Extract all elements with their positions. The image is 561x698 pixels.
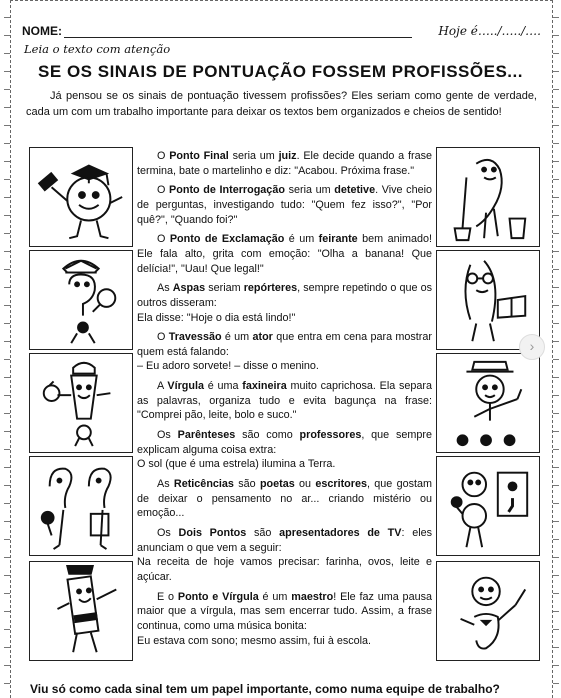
paragraph-aspas: As Aspas seriam repórteres, sempre repetindo o que os outros disseram: Ela disse: "Hoje o dia está lindo!" <box>137 282 432 324</box>
frame-top-border <box>10 0 553 1</box>
detective-question-mark-icon <box>29 250 133 350</box>
right-ruler-ticks <box>553 0 559 698</box>
header <box>22 16 541 38</box>
name-line <box>64 23 412 38</box>
next-page-button[interactable]: › <box>519 334 545 360</box>
judge-period-icon <box>29 147 133 247</box>
example-travessao: – Eu adoro sorvete! – disse o menino. <box>137 360 319 373</box>
example-ponto-e-virgula: Eu estava com sono; mesmo assim, fui à escola. <box>137 634 372 647</box>
paragraph-parenteses: Os Parênteses são como professores, que sempre explicam alguma coisa extra: O sol (que é uma estrela) ilumina a Terra. <box>137 429 433 471</box>
paragraph-exclamacao: O Ponto de Exclamação é um feirante bem animado! Ele fala alto, grita com emoção: "Olha a banana! Que delícia!", "Uau! Que legal!" <box>137 233 432 275</box>
presenter-colon-icon <box>436 456 540 556</box>
example-dois-pontos: Na receita de hoje vamos precisar: farinha, ovos, leite e açúcar. <box>137 556 432 583</box>
vendor-exclamation-icon <box>29 353 133 453</box>
example-parenteses: O sol (que é uma estrela) ilumina a Terra. <box>137 458 336 471</box>
reporter-quotes-icon <box>29 456 133 556</box>
intro-paragraph: Já pensou se os sinais de pontuação tivessem profissões? Eles seriam como gente de verdade, cada um com um trabalho importante para deixar os textos bem organizados e cheios de sentido! <box>26 90 537 118</box>
name-label: NOME: <box>22 24 62 38</box>
paragraph-interrogacao: O Ponto de Interrogação seria um detetive. Vive cheio de perguntas, investigando tudo: "Quem fez isso?", "Por quê?", "Quando foi?" <box>137 184 432 226</box>
text-content <box>137 149 432 653</box>
paragraph-ponto-e-virgula: E o Ponto e Vírgula é um maestro! Ele faz uma pausa maior que a vírgula, mas sem encerrar tudo. Assim, a frase continua, como uma música bonita: Eu estava com sono; mesmo assim, fui à escola. <box>137 590 432 647</box>
date-label: Hoje é…../…../…. <box>438 24 541 38</box>
poet-ellipsis-icon <box>436 353 540 453</box>
example-aspas: Ela disse: "Hoje o dia está lindo!" <box>137 311 296 324</box>
paragraph-virgula: A Vírgula é uma faxineira muito caprichosa. Ela separa as palavras, organiza tudo e evita bagunça na frase: "Comprei pão, leite, bolo e suco." <box>137 380 433 422</box>
maestro-semicolon-icon <box>436 561 540 661</box>
bottom-question: Viu só como cada sinal tem um papel importante, como numa equipe de trabalho? <box>30 682 500 696</box>
actor-dash-icon <box>29 561 133 661</box>
frame-left-border <box>10 0 11 698</box>
frame-right-border <box>552 0 553 698</box>
paragraph-ponto-final: O Ponto Final seria um juiz. Ele decide quando a frase termina, bate o martelinho e diz: "Acabou. Próxima frase." <box>137 150 432 177</box>
cleaner-comma-icon <box>436 147 540 247</box>
instruction: Leia o texto com atenção <box>24 42 171 56</box>
paragraph-travessao: O Travessão é um ator que entra em cena para mostrar quem está falando: – Eu adoro sorvete! – disse o menino. <box>137 331 432 373</box>
page-title: SE OS SINAIS DE PONTUAÇÃO FOSSEM PROFISSÕES... <box>38 62 523 81</box>
paragraph-dois-pontos: Os Dois Pontos são apresentadores de TV: eles anunciam o que vem a seguir: Na receita de hoje vamos precisar: farinha, ovos, leite e açúcar. <box>137 527 433 583</box>
paragraph-reticencias: As Reticências são poetas ou escritores, que gostam de deixar o pensamento no ar... criando mistério ou emoção... <box>137 478 432 520</box>
